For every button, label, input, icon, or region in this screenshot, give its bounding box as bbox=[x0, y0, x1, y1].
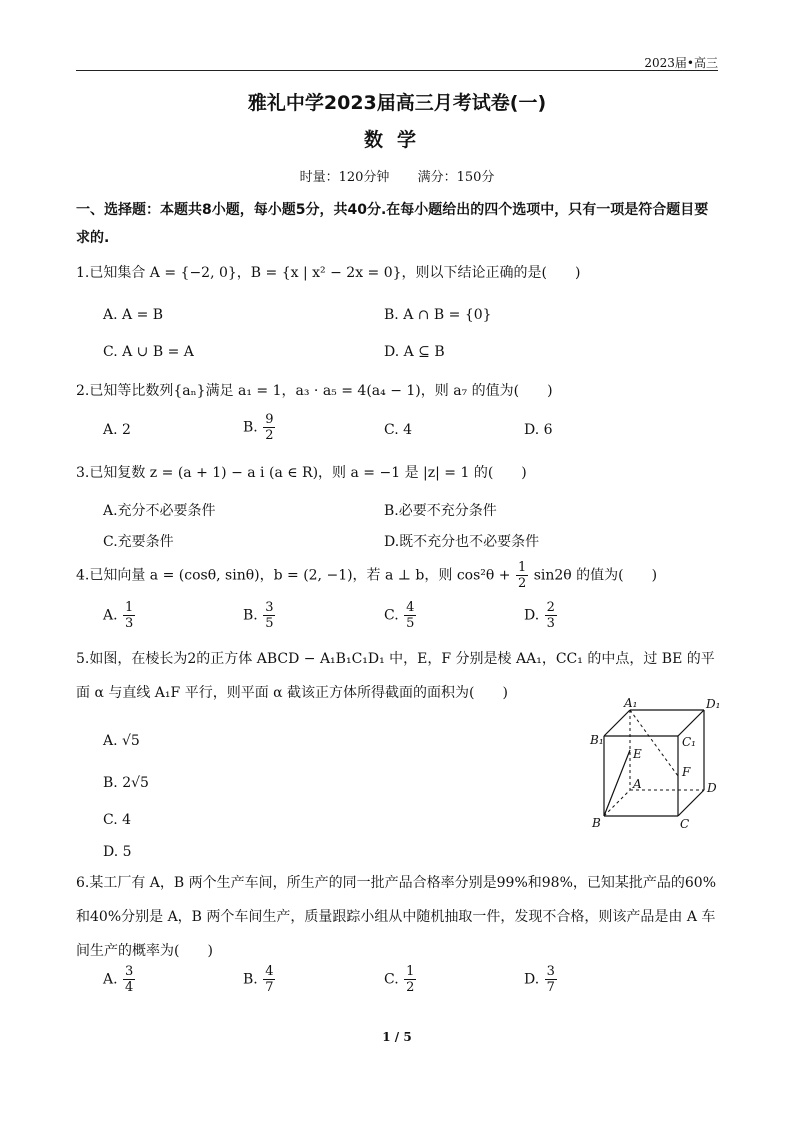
q5-option-c: C. 4 bbox=[103, 812, 132, 828]
q4-option-c bbox=[384, 600, 417, 631]
label-a: A bbox=[633, 777, 642, 791]
q4-stem-fraction bbox=[516, 560, 528, 591]
q6-option-c bbox=[384, 964, 417, 995]
header-tag: 2023届•高三 bbox=[644, 56, 718, 70]
edge-b1-a1 bbox=[604, 710, 630, 736]
option-label: D. bbox=[524, 607, 540, 624]
label-a1: A₁ bbox=[624, 696, 638, 710]
question-6-stem: 6.某工厂有 A，B 两个生产车间，所生产的同一批产品合格率分别是99%和98%，已知某批产品的60%和40%分别是 A，B 两个车间生产，质量跟踪小组从中随机抽取一件，发现不合格，则该产品是由 A 车间生产的概率为( ) bbox=[76, 875, 717, 959]
option-fraction bbox=[263, 964, 275, 995]
header-rule bbox=[76, 70, 718, 71]
cube-figure bbox=[586, 696, 726, 836]
fraction-numerator: 3 bbox=[546, 964, 555, 979]
label-b: B bbox=[592, 816, 601, 830]
option-label: B. bbox=[243, 971, 258, 988]
fraction-denominator: 2 bbox=[406, 980, 415, 995]
q5-option-d: D. 5 bbox=[103, 844, 132, 860]
q3-option-a: A.充分不必要条件 bbox=[103, 503, 216, 519]
fraction-numerator: 9 bbox=[265, 412, 274, 427]
q1-option-b: B. A ∩ B = {0} bbox=[384, 307, 492, 323]
q4-option-a bbox=[103, 600, 136, 631]
label-d: D bbox=[707, 781, 717, 795]
edge-b-a-hidden bbox=[604, 790, 630, 816]
q6-option-a bbox=[103, 964, 136, 995]
option-fraction bbox=[545, 600, 557, 631]
label-f: F bbox=[682, 765, 691, 779]
q2-option-d: D. 6 bbox=[524, 422, 553, 438]
question-5-stem: 5.如图，在棱长为2的正方体 ABCD − A₁B₁C₁D₁ 中，E，F 分别是棱 AA₁，CC₁ 的中点，过 BE 的平面 α 与直线 A₁F 平行，则平面 α 截该正方体所得截面的面积为( ) bbox=[76, 651, 715, 701]
q3-option-c: C.充要条件 bbox=[103, 534, 174, 550]
fraction-numerator: 1 bbox=[125, 600, 134, 615]
q3-option-d: D.既不充分也不必要条件 bbox=[384, 534, 540, 550]
fraction-denominator: 5 bbox=[265, 616, 274, 631]
q1-option-c: C. A ∪ B = A bbox=[103, 344, 194, 360]
edge-c-d bbox=[678, 790, 704, 816]
subject-title: 数学 bbox=[363, 129, 430, 151]
option-fraction bbox=[404, 600, 416, 631]
option-fraction bbox=[404, 964, 416, 995]
label-b1: B₁ bbox=[590, 733, 604, 747]
question-3-stem: 3.已知复数 z = (a + 1) − a i (a ∈ R)，则 a = −1 是 |z| = 1 的( ) bbox=[76, 465, 527, 481]
page-number: 1 / 5 bbox=[382, 1030, 412, 1044]
q2-option-b-label: B. bbox=[243, 419, 258, 436]
fraction-denominator: 7 bbox=[265, 980, 274, 995]
q5-option-a: A. √5 bbox=[103, 733, 140, 749]
fraction-numerator: 4 bbox=[406, 600, 415, 615]
q3-option-b: B.必要不充分条件 bbox=[384, 503, 497, 519]
option-fraction bbox=[123, 964, 135, 995]
fraction-denominator: 3 bbox=[546, 616, 555, 631]
fraction-numerator: 3 bbox=[125, 964, 134, 979]
option-label: D. bbox=[524, 971, 540, 988]
q2-option-a: A. 2 bbox=[103, 422, 131, 438]
fraction-numerator: 1 bbox=[406, 964, 415, 979]
fraction-numerator: 4 bbox=[265, 964, 274, 979]
label-c: C bbox=[680, 817, 690, 831]
fraction-denominator: 7 bbox=[546, 980, 555, 995]
q4-option-b bbox=[243, 600, 276, 631]
fraction-denominator: 3 bbox=[125, 616, 134, 631]
q4-option-d bbox=[524, 600, 558, 631]
exam-title: 雅礼中学2023届高三月考试卷(一) bbox=[247, 92, 547, 114]
question-4-stem bbox=[76, 560, 657, 591]
q2-option-b-fraction bbox=[263, 412, 275, 443]
q4-stem-post: sin2θ 的值为( ) bbox=[533, 567, 658, 584]
label-d1: D₁ bbox=[706, 697, 721, 711]
option-fraction bbox=[123, 600, 135, 631]
fraction-denominator: 5 bbox=[406, 616, 415, 631]
fraction-denominator: 4 bbox=[125, 980, 134, 995]
option-fraction bbox=[545, 964, 557, 995]
q4-stem-pre: 4.已知向量 a = (cosθ, sinθ)，b = (2, −1)，若 a ⊥ b，则 cos²θ + bbox=[76, 567, 511, 584]
fraction-numerator: 1 bbox=[517, 560, 527, 575]
q5-option-b: B. 2√5 bbox=[103, 775, 149, 791]
option-label: C. bbox=[384, 607, 399, 624]
fraction-numerator: 3 bbox=[265, 600, 274, 615]
question-2-stem: 2.已知等比数列{aₙ}满足 a₁ = 1，a₃ · a₅ = 4(a₄ − 1)，则 a₇ 的值为( ) bbox=[76, 383, 553, 399]
label-e: E bbox=[633, 747, 642, 761]
segment-be bbox=[604, 750, 630, 816]
option-label: B. bbox=[243, 607, 258, 624]
exam-meta bbox=[0, 166, 794, 185]
question-1-stem: 1.已知集合 A = {−2, 0}，B = {x | x² − 2x = 0}，则以下结论正确的是( ) bbox=[76, 265, 581, 281]
edge-c1-d1 bbox=[678, 710, 704, 736]
time-limit: 时量：120分钟 bbox=[299, 170, 390, 185]
q6-option-b bbox=[243, 964, 276, 995]
q6-option-d bbox=[524, 964, 558, 995]
option-label: A. bbox=[103, 971, 118, 988]
full-score: 满分：150分 bbox=[417, 170, 495, 185]
q2-option-b bbox=[243, 412, 276, 443]
fraction-numerator: 2 bbox=[546, 600, 555, 615]
label-c1: C₁ bbox=[682, 735, 696, 749]
option-label: C. bbox=[384, 971, 399, 988]
q1-option-a: A. A = B bbox=[103, 307, 164, 323]
q2-option-c: C. 4 bbox=[384, 422, 413, 438]
option-label: A. bbox=[103, 607, 118, 624]
fraction-denominator: 2 bbox=[265, 428, 274, 443]
option-fraction bbox=[263, 600, 275, 631]
section-instructions: 一、选择题：本题共8小题，每小题5分，共40分.在每小题给出的四个选项中，只有一项是符合题目要求的. bbox=[76, 202, 709, 246]
fraction-denominator: 2 bbox=[517, 576, 527, 591]
q1-option-d: D. A ⊆ B bbox=[384, 344, 445, 360]
segment-a1f bbox=[630, 710, 678, 776]
